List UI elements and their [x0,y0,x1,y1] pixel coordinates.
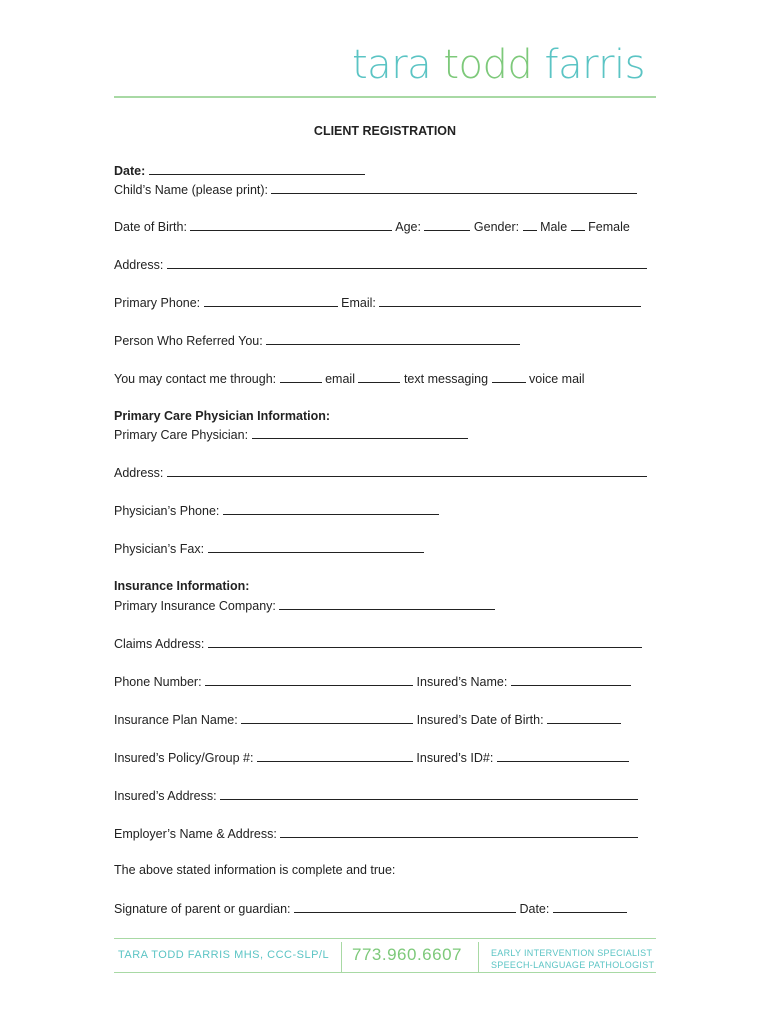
contact-voice-checkbox[interactable] [492,370,526,383]
phone-number-field[interactable] [205,673,413,686]
sig-date-field[interactable] [553,900,627,913]
insured-address-label: Insured’s Address: [114,789,217,803]
contact-text-checkbox[interactable] [358,370,400,383]
policy-field[interactable] [257,749,413,762]
email-label: Email: [341,296,376,310]
signature-row [114,900,627,917]
phone-email-row [114,294,641,311]
footer-phone: 773.960.6607 [352,945,462,964]
insured-name-field[interactable] [511,673,631,686]
contact-text-label: text messaging [403,372,489,386]
dob-label: Date of Birth: [114,220,187,234]
address-row [114,256,647,273]
child-name-row [114,181,637,198]
phone-number-label: Phone Number: [114,675,202,689]
male-label: Male [540,220,568,234]
plan-dob-row [114,711,621,728]
pcp-field[interactable] [252,426,468,439]
pcp-row [114,426,468,443]
child-name-field[interactable] [271,181,637,194]
address-label: Address: [114,258,164,272]
pcp-address-row [114,464,647,481]
female-label: Female [588,220,630,234]
primary-phone-field[interactable] [204,294,338,307]
footer-name: TARA TODD FARRIS MHS, CCC-SLP/L [118,949,330,961]
claims-address-row [114,635,642,652]
insured-address-row [114,787,638,804]
contact-label: You may contact me through: [114,372,277,386]
female-checkbox[interactable] [571,218,585,231]
contact-email-label: email [325,372,355,386]
referred-label: Person Who Referred You: [114,334,263,348]
policy-id-row [114,749,629,766]
date-field[interactable] [149,162,365,175]
footer-separator-2 [478,942,479,972]
address-field[interactable] [167,256,647,269]
policy-label: Insured’s Policy/Group #: [114,751,254,765]
age-label: Age: [395,220,421,234]
phys-fax-field[interactable] [208,540,424,553]
pcp-address-field[interactable] [167,464,647,477]
brand-logo [352,42,645,88]
insured-address-field[interactable] [220,787,638,800]
phone-insured-row [114,673,631,690]
date-row [114,162,365,179]
ins-company-label: Primary Insurance Company: [114,599,276,613]
pcp-heading: Primary Care Physician Information: [114,409,331,423]
statement-text: The above stated information is complete and true: [114,863,396,877]
date-label: Date: [114,164,146,178]
logo-word-3: farris [544,42,645,88]
email-field[interactable] [379,294,641,307]
insured-dob-label: Insured’s Date of Birth: [416,713,544,727]
phys-fax-label: Physician’s Fax: [114,542,205,556]
pcp-heading-row [114,408,330,424]
plan-name-field[interactable] [241,711,413,724]
contact-email-checkbox[interactable] [280,370,322,383]
insured-dob-field[interactable] [547,711,621,724]
insurance-heading: Insurance Information: [114,579,250,593]
insurance-heading-row [114,578,249,594]
claims-address-field[interactable] [208,635,642,648]
male-checkbox[interactable] [523,218,537,231]
referred-field[interactable] [266,332,520,345]
child-name-label: Child’s Name (please print): [114,183,268,197]
gender-label: Gender: [473,220,520,234]
employer-label: Employer’s Name & Address: [114,827,277,841]
logo-word-2: todd [443,42,533,88]
plan-name-label: Insurance Plan Name: [114,713,238,727]
pcp-address-label: Address: [114,466,164,480]
insured-name-label: Insured’s Name: [416,675,508,689]
header-divider [114,96,656,98]
pcp-label: Primary Care Physician: [114,428,249,442]
phys-fax-row [114,540,424,557]
form-title: CLIENT REGISTRATION [313,124,457,138]
contact-voice-label: voice mail [529,372,585,386]
phys-phone-label: Physician’s Phone: [114,504,220,518]
dob-row [114,218,630,235]
footer-role-1: EARLY INTERVENTION SPECIALIST [491,948,653,958]
signature-field[interactable] [294,900,516,913]
statement-row [114,862,395,878]
signature-label: Signature of parent or guardian: [114,902,291,916]
employer-field[interactable] [280,825,638,838]
ins-company-row [114,597,495,614]
footer-divider-top [114,938,656,939]
ins-company-field[interactable] [279,597,495,610]
dob-field[interactable] [190,218,392,231]
primary-phone-label: Primary Phone: [114,296,201,310]
insured-id-label: Insured’s ID#: [416,751,494,765]
footer-divider-bottom [114,972,656,973]
footer-role-2: SPEECH-LANGUAGE PATHOLOGIST [491,960,655,970]
employer-row [114,825,638,842]
insured-id-field[interactable] [497,749,629,762]
phys-phone-field[interactable] [223,502,439,515]
contact-row [114,370,585,387]
logo-word-1: tara [352,42,432,88]
footer-roles [491,947,654,971]
phys-phone-row [114,502,439,519]
footer-separator-1 [341,942,342,972]
age-field[interactable] [424,218,470,231]
sig-date-label: Date: [519,902,550,916]
referred-row [114,332,520,349]
claims-address-label: Claims Address: [114,637,205,651]
